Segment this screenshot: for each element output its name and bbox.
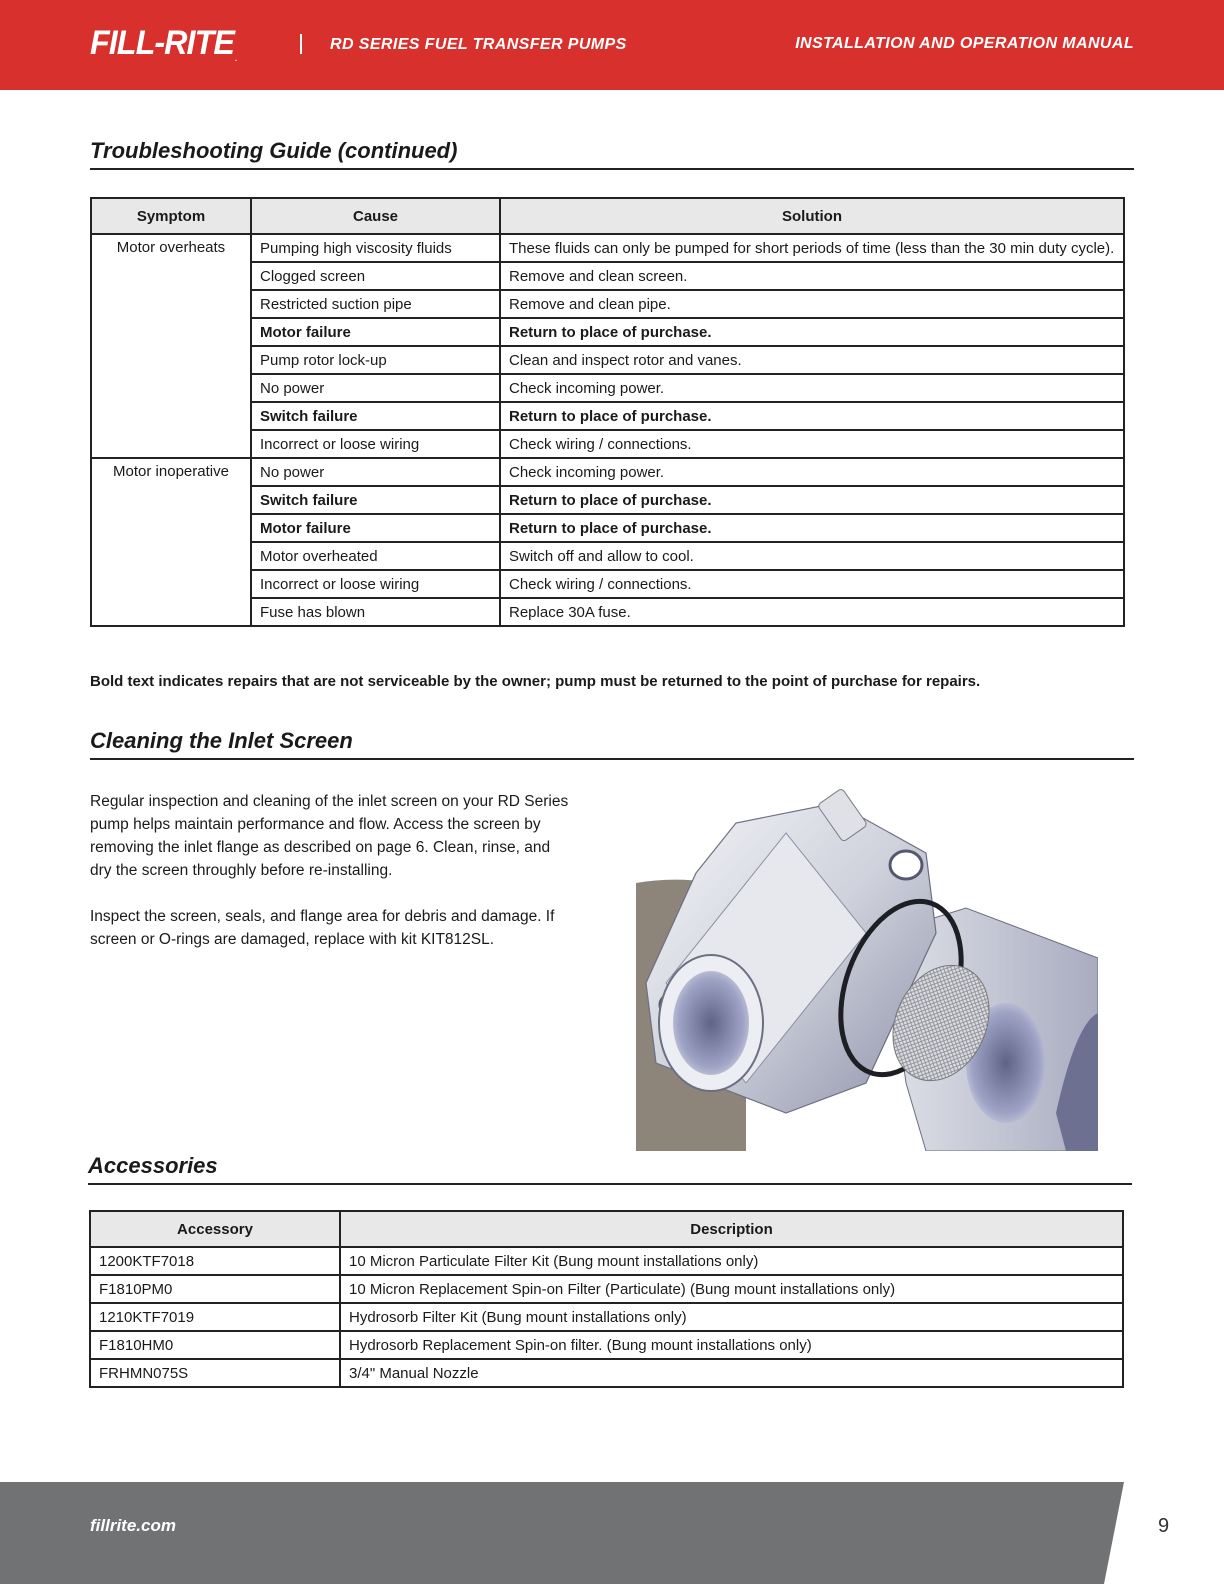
accessory-part-number: F1810HM0 [90, 1331, 340, 1359]
table-row [91, 234, 1124, 262]
solution-cell: Switch off and allow to cool. [500, 542, 1124, 570]
header-symptom: Symptom [91, 198, 251, 234]
solution-cell: Return to place of purchase. [500, 402, 1124, 430]
inlet-flange-illustration [636, 783, 1098, 1151]
accessories-table [89, 1210, 1124, 1388]
cause-cell: Motor failure [251, 514, 500, 542]
solution-cell: Remove and clean screen. [500, 262, 1124, 290]
troubleshooting-table [90, 197, 1125, 627]
cause-cell: No power [251, 458, 500, 486]
table-row [90, 1275, 1123, 1303]
flange-bolt-hole [890, 851, 922, 879]
table-row [90, 1303, 1123, 1331]
solution-cell: Replace 30A fuse. [500, 598, 1124, 626]
solution-cell: Return to place of purchase. [500, 514, 1124, 542]
table-row [90, 1359, 1123, 1387]
header-cause: Cause [251, 198, 500, 234]
solution-cell: These fluids can only be pumped for short periods of time (less than the 30 min duty cycle). [500, 234, 1124, 262]
accessories-title: Accessories [88, 1153, 1132, 1185]
solution-cell: Remove and clean pipe. [500, 290, 1124, 318]
accessory-description: Hydrosorb Filter Kit (Bung mount installations only) [340, 1303, 1123, 1331]
table-header-row [90, 1211, 1123, 1247]
cause-cell: Motor overheated [251, 542, 500, 570]
cause-cell: Fuse has blown [251, 598, 500, 626]
footer-url[interactable]: fillrite.com [90, 1516, 176, 1535]
bold-text-note: Bold text indicates repairs that are not serviceable by the owner; pump must be returned to the point of purchase for repairs. [90, 673, 981, 690]
logo-mark: . [234, 54, 237, 63]
cause-cell: Restricted suction pipe [251, 290, 500, 318]
header-divider [300, 34, 302, 54]
cause-cell: Switch failure [251, 402, 500, 430]
accessory-description: 10 Micron Particulate Filter Kit (Bung mount installations only) [340, 1247, 1123, 1275]
solution-cell: Check incoming power. [500, 458, 1124, 486]
solution-cell: Clean and inspect rotor and vanes. [500, 346, 1124, 374]
header-series-title: RD SERIES FUEL TRANSFER PUMPS [330, 36, 627, 53]
header-description: Description [340, 1211, 1123, 1247]
solution-cell: Check wiring / connections. [500, 430, 1124, 458]
cause-cell: Clogged screen [251, 262, 500, 290]
page-header [0, 0, 1224, 90]
cause-cell: Motor failure [251, 318, 500, 346]
cleaning-title: Cleaning the Inlet Screen [90, 728, 1134, 760]
cause-cell: Incorrect or loose wiring [251, 570, 500, 598]
cause-cell: Incorrect or loose wiring [251, 430, 500, 458]
table-row [90, 1331, 1123, 1359]
page-number: 9 [1158, 1515, 1170, 1537]
header-manual-title: INSTALLATION AND OPERATION MANUAL [795, 35, 1134, 52]
solution-cell: Return to place of purchase. [500, 318, 1124, 346]
accessory-part-number: 1200KTF7018 [90, 1247, 340, 1275]
solution-cell: Check wiring / connections. [500, 570, 1124, 598]
table-row [90, 1247, 1123, 1275]
troubleshooting-title: Troubleshooting Guide (continued) [90, 138, 1134, 170]
cleaning-body [90, 790, 570, 974]
cause-cell: Pumping high viscosity fluids [251, 234, 500, 262]
cause-cell: Switch failure [251, 486, 500, 514]
table-header-row [91, 198, 1124, 234]
logo-text: FILL-RITE [90, 24, 234, 62]
header-accessory: Accessory [90, 1211, 340, 1247]
header-solution: Solution [500, 198, 1124, 234]
accessory-part-number: F1810PM0 [90, 1275, 340, 1303]
accessory-description: 10 Micron Replacement Spin-on Filter (Particulate) (Bung mount installations only) [340, 1275, 1123, 1303]
accessory-description: Hydrosorb Replacement Spin-on filter. (Bung mount installations only) [340, 1331, 1123, 1359]
fill-rite-logo [90, 24, 236, 63]
symptom-cell: Motor inoperative [91, 458, 251, 626]
solution-cell: Return to place of purchase. [500, 486, 1124, 514]
accessory-part-number: 1210KTF7019 [90, 1303, 340, 1331]
page-footer [0, 1482, 1224, 1584]
cleaning-paragraph: Inspect the screen, seals, and flange area for debris and damage. If screen or O-rings are damaged, replace with kit KIT812SL. [90, 908, 555, 948]
cleaning-paragraph: Regular inspection and cleaning of the inlet screen on your RD Series pump helps maintain performance and flow. Access the screen by removing the inlet flange as described on page 6. Clean, rinse, and dry the screen throughly before re-installing. [90, 793, 569, 879]
solution-cell: Check incoming power. [500, 374, 1124, 402]
cause-cell: No power [251, 374, 500, 402]
symptom-cell: Motor overheats [91, 234, 251, 458]
accessory-description: 3/4" Manual Nozzle [340, 1359, 1123, 1387]
accessory-part-number: FRHMN075S [90, 1359, 340, 1387]
table-row [91, 458, 1124, 486]
cause-cell: Pump rotor lock-up [251, 346, 500, 374]
